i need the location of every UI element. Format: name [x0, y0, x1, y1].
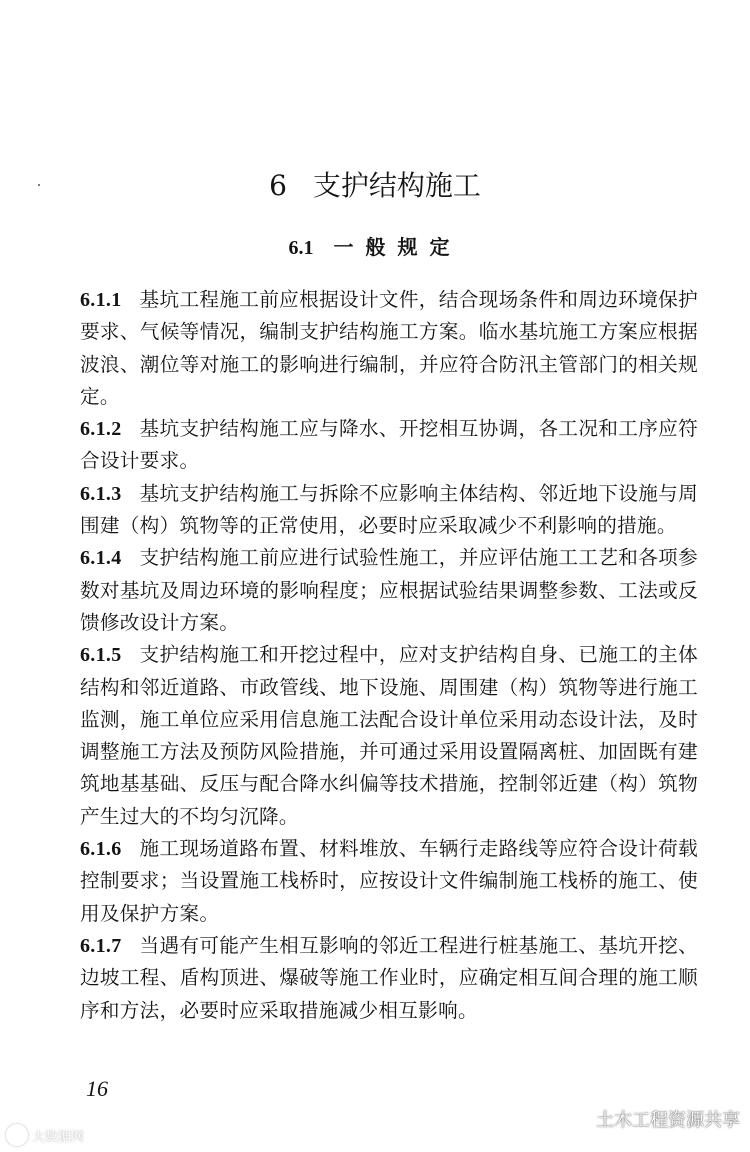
clause-number: 6.1.5 [80, 644, 122, 667]
clauses-body [80, 284, 698, 1027]
clause [80, 542, 698, 639]
clause-text: 支护结构施工前应进行试验性施工，并应评估施工工艺和各项参数对基坑及周边环境的影响程度；应根据试验结果调整参数、工法或反馈修改设计方案。 [80, 546, 698, 634]
clause [80, 284, 698, 413]
clause [80, 478, 698, 543]
clause-text: 基坑支护结构施工应与降水、开挖相互协调，各工况和工序应符合设计要求。 [80, 417, 698, 473]
clause-number: 6.1.6 [80, 838, 122, 861]
clause-text: 施工现场道路布置、材料堆放、车辆行走路线等应符合设计荷载控制要求；当设置施工栈桥时，应按设计文件编制施工栈桥的施工、使用及保护方案。 [80, 837, 698, 925]
section-title [0, 232, 750, 263]
clause-text: 基坑支护结构施工与拆除不应影响主体结构、邻近地下设施与周围建（构）筑物等的正常使用，必要时应采取减少不利影响的措施。 [80, 481, 698, 538]
clause-number: 6.1.3 [80, 482, 122, 505]
watermark-right [564, 1106, 740, 1132]
chapter-title [0, 166, 750, 206]
page-number: 16 [86, 1076, 108, 1101]
clause [80, 930, 698, 1027]
section-number: 6.1 [288, 237, 314, 259]
clause-number: 6.1.4 [80, 547, 122, 570]
chapter-number: 6 [269, 169, 287, 202]
clause [80, 833, 698, 930]
watermark-logo-icon [6, 1124, 28, 1146]
clause-text: 支护结构施工和开挖过程中，应对支护结构自身、已施工的主体结构和邻近道路、市政管线、地下设施、周围建（构）筑物等进行施工监测，施工单位应采用信息施工法配合设计单位采用动态设计法，及时调整施工方法及预防风险措施，并可通过采用设置隔离桩、加固既有建筑地基基础、反压与配合降水纠偏等技术措施，控制邻近建（构）筑物产生过大的不均匀沉降。 [80, 643, 698, 828]
watermark-left [6, 1124, 84, 1146]
clause-text: 当遇有可能产生相互影响的邻近工程进行桩基施工、基坑开挖、边坡工程、盾构顶进、爆破等施工作业时，应确定相互间合理的施工顺序和方法，必要时应采取措施减少相互影响。 [80, 933, 698, 1022]
clause-number: 6.1.7 [80, 934, 122, 957]
chapter-name: 支护结构施工 [312, 169, 481, 202]
chat-bubble-icon [564, 1106, 590, 1132]
clause-number: 6.1.1 [80, 289, 122, 311]
clause-text: 基坑工程施工前应根据设计文件，结合现场条件和周边环境保护要求、气候等情况，编制支护结构施工方案。临水基坑施工方案应根据波浪、潮位等对施工的影响进行编制，并应符合防汛主管部门的相关规定。 [80, 288, 698, 408]
watermark-left-text: 大数据网 [32, 1129, 85, 1145]
watermark-right-text: 土木工程资源共享 [596, 1110, 740, 1131]
clause-number: 6.1.2 [80, 418, 122, 441]
section-name: 一般规定 [333, 235, 462, 259]
clause [80, 413, 698, 478]
clause [80, 639, 698, 833]
